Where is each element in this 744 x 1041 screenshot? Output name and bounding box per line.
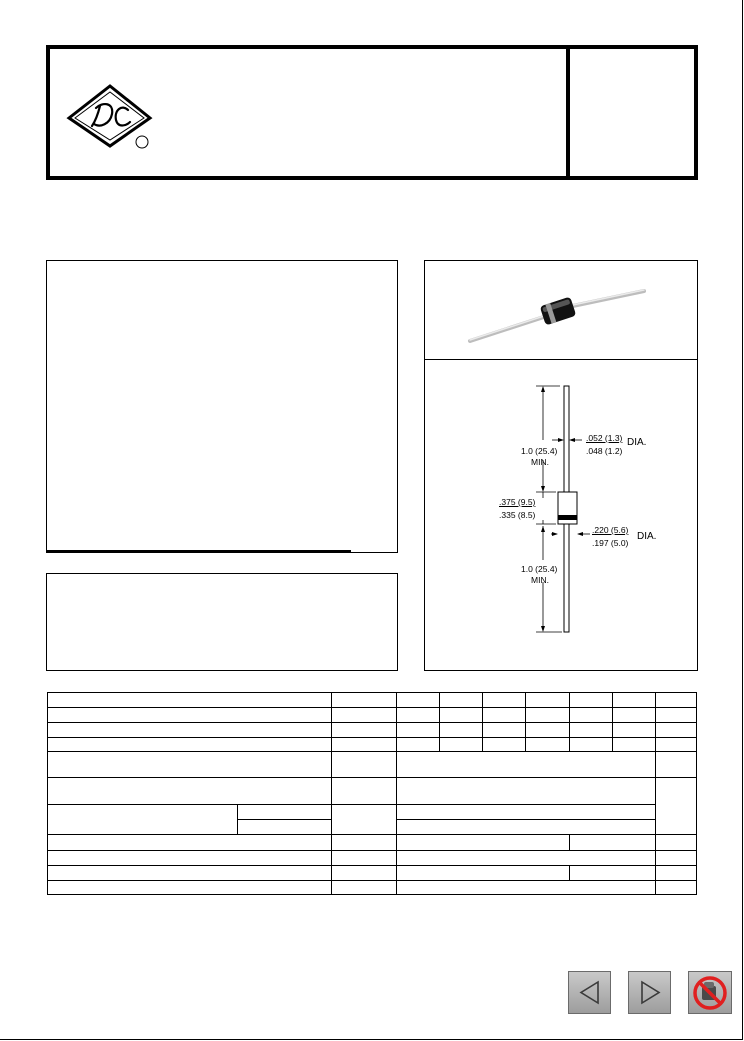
outline-drawing (424, 360, 698, 670)
lead-length-1-min: MIN. (531, 457, 549, 467)
body-length-min: .335 (8.5) (499, 510, 536, 520)
exit-button[interactable] (688, 971, 732, 1014)
axial-lead-diode-icon (466, 285, 650, 347)
header-divider (566, 45, 570, 180)
body-dia-max: .220 (5.6) (592, 525, 629, 535)
lead-dia-min: .048 (1.2) (586, 446, 623, 456)
mechanical-data-box (46, 573, 398, 671)
previous-page-button[interactable] (568, 971, 611, 1014)
lead-dia-max: .052 (1.3) (586, 433, 623, 443)
triangle-left-icon (569, 972, 610, 1013)
lead-dia-label: DIA. (627, 437, 647, 448)
features-underline (47, 550, 351, 552)
features-box (46, 260, 398, 553)
lead-length-2-min: MIN. (531, 575, 549, 585)
body-dia-min: .197 (5.0) (592, 538, 629, 548)
dc-diamond-logo-icon (66, 84, 160, 150)
lead-length-1: 1.0 (25.4) (521, 446, 558, 456)
triangle-right-icon (629, 972, 670, 1013)
next-page-button[interactable] (628, 971, 671, 1014)
lead-length-2: 1.0 (25.4) (521, 564, 558, 574)
body-length-max: .375 (9.5) (499, 497, 536, 507)
body-dia-label: DIA. (637, 531, 657, 542)
no-exit-icon (689, 972, 731, 1013)
ratings-table (47, 692, 697, 895)
